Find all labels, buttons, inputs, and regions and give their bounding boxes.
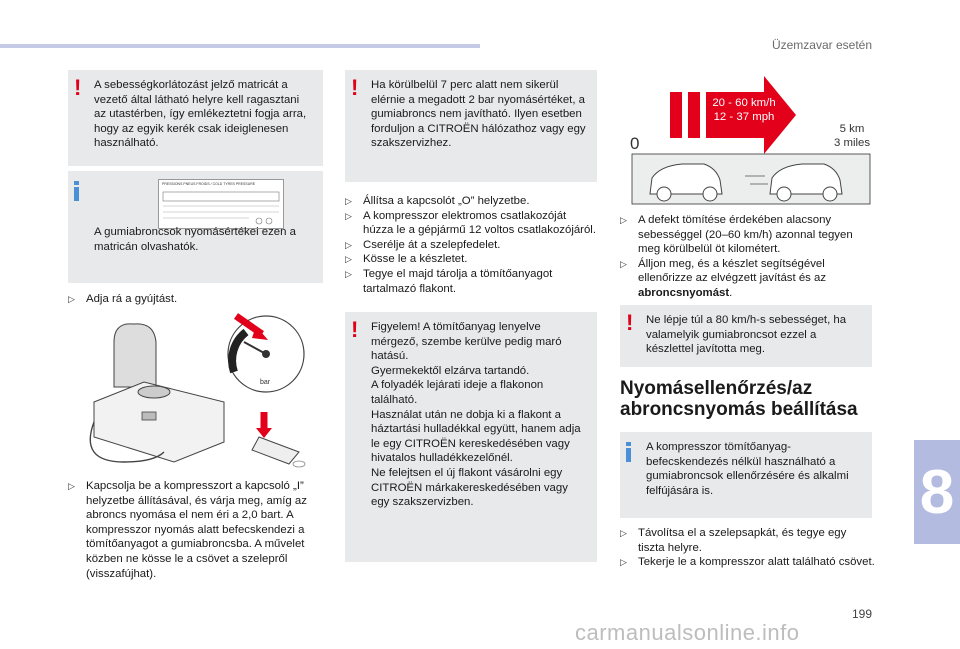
info-box-compressor xyxy=(620,432,872,518)
step-text: Adja rá a gyújtást. xyxy=(86,293,178,305)
step-text: Kösse le a készletet. xyxy=(363,253,468,266)
info-icon xyxy=(74,181,79,201)
step-text: A defekt tömítése érdekében alacsony sebességgel (20–60 km/h) azonnal tegyen meg körülbelül öt kilométert. xyxy=(638,214,853,256)
header-rule xyxy=(0,44,480,48)
steps-drive xyxy=(620,213,876,301)
exclamation-icon: ! xyxy=(74,75,82,100)
triangle-right-icon: ▷ xyxy=(620,557,627,568)
section-title: Üzemzavar esetén xyxy=(771,38,872,52)
compressor-illustration xyxy=(84,312,309,472)
watermark: carmanualsonline.info xyxy=(575,620,800,645)
distance-miles: 3 miles xyxy=(833,137,871,149)
list-item xyxy=(345,267,597,296)
list-item xyxy=(620,555,876,570)
list-item: ▷ Álljon meg, és a készlet segítségével ellenőrizze az elvégzett javítást és az abroncsnyomást. xyxy=(620,257,827,299)
warning-text: A sebességkorlátozást jelző matricát a vezető által látható helyre kell ragasztani az utastérben, így emlékeztetni fogja arra, hogy az egyik kerék csak ideiglenesen használható. xyxy=(94,79,307,150)
exclamation-icon: ! xyxy=(626,310,634,335)
triangle-right-icon: ▷ xyxy=(68,294,75,304)
step-text: Álljon meg, és a készlet segítségével ellenőrizze az elvégzett javítást és az xyxy=(638,257,827,285)
step-text: Távolítsa el a szelepsapkát, és tegye egy tiszta helyre. xyxy=(638,527,847,554)
step-text: Kapcsolja be a kompresszort a kapcsoló „I” helyzetbe állításával, és várja meg, amíg az abroncs nyomása el nem éri a 2,0 bart. A kompresszor nyomás alatt befecskendezi a tömítőanyagot a gumiabroncsba. A művelet közben ne kösse le a csövet a szelepről (visszafújhat). xyxy=(86,480,307,580)
warning-box-pressure xyxy=(345,70,597,182)
info-box-sticker xyxy=(68,171,323,283)
warning-text: Figyelem! A tömítőanyag lenyelve mérgező, szembe kerülve pedig maró hatású. Gyermekektől elzárva tartandó. A folyadék lejárati ideje a flakonon található. Használat után ne dobja ki a flakont a háztartási hulladékkal együtt, hanem adja le egy CITROËN kereskedésében vagy hivatalos hulladékkezelőnél. Ne felejtsen el új flakont vásárolni egy CITROËN márkakereskedésében vagy egy szakszervizben. xyxy=(371,321,581,509)
chapter-tab xyxy=(914,440,960,544)
warning-text: Ha körülbelül 7 perc alatt nem sikerül elérnie a megadott 2 bar nyomásértéket, a gumiabroncs nem javítható. Ilyen esetben forduljon a CITROËN hálózathoz vagy egy szakszervizhez. xyxy=(371,79,586,150)
triangle-right-icon: ▷ xyxy=(345,196,352,206)
step-text: Állítsa a kapcsolót „O” helyzetbe. xyxy=(363,195,530,207)
list-item xyxy=(345,238,597,253)
chapter-number: 8 xyxy=(919,457,955,527)
triangle-right-icon: ▷ xyxy=(345,210,352,221)
warning-box-sticker xyxy=(68,70,323,166)
compressor-drawing xyxy=(84,312,309,472)
triangle-right-icon: ▷ xyxy=(345,254,352,265)
speed-label xyxy=(704,96,784,124)
sticker-drawing xyxy=(159,189,283,229)
list-item xyxy=(345,194,597,209)
triangle-right-icon: ▷ xyxy=(620,528,627,538)
warning-text: Ne lépje túl a 80 km/h-s sebességet, ha valamelyik gumiabroncsot ezzel a készlettel javította meg. xyxy=(646,314,847,356)
step-text: Tekerje le a kompresszor alatt található csövet. xyxy=(638,556,875,569)
page-number: 199 xyxy=(851,607,872,621)
exclamation-icon: ! xyxy=(351,75,359,100)
speed-mph: 12 - 37 mph xyxy=(713,111,775,123)
distance-label xyxy=(828,122,876,150)
distance-km: 5 km xyxy=(839,123,865,135)
warning-box-sealant xyxy=(345,312,597,562)
steps-disconnect xyxy=(345,194,597,296)
triangle-right-icon: ▷ xyxy=(345,268,352,279)
info-text: A gumiabroncsok nyomásértékei ezen a matricán olvashatók. xyxy=(94,226,296,253)
speed-distance-illustration xyxy=(620,76,876,206)
step-ignition xyxy=(68,292,323,307)
list-item xyxy=(345,252,597,267)
step-text: A kompresszor elektromos csatlakozóját húzza le a gépjármű 12 voltos csatlakozójáról. xyxy=(363,209,597,237)
section-heading: Nyomásellenőrzés/az abroncsnyomás beállítása xyxy=(620,378,858,420)
step-bold: abroncsnyomást xyxy=(638,286,730,299)
triangle-right-icon: ▷ xyxy=(345,239,352,250)
step-text: Cserélje át a szelepfedelet. xyxy=(363,238,501,251)
gauge-unit: bar xyxy=(260,379,271,386)
exclamation-icon: ! xyxy=(351,317,359,342)
list-item xyxy=(345,209,597,238)
pressure-sticker-image xyxy=(158,179,284,229)
list-item xyxy=(620,213,876,257)
step-switch-on xyxy=(68,479,326,581)
info-text: A kompresszor tömítőanyag-befecskendezés nélkül használható a gumiabroncsok ellenőrzésére és alkalmi felfújására is. xyxy=(646,441,849,497)
steps-check xyxy=(620,526,876,570)
step-text: Tegye el majd tárolja a tömítőanyagot tartalmazó flakont. xyxy=(363,267,553,295)
triangle-right-icon: ▷ xyxy=(620,215,627,225)
info-icon xyxy=(626,442,631,462)
triangle-right-icon: ▷ xyxy=(68,481,75,491)
triangle-right-icon: ▷ xyxy=(620,258,627,269)
list-item xyxy=(620,526,876,555)
warning-box-speed xyxy=(620,305,872,367)
start-label: 0 xyxy=(630,134,640,153)
speed-kmh: 20 - 60 km/h xyxy=(712,97,776,109)
sticker-header: PRESSIONS PNEUS FROIDS / COLD TYRES PRESSURE xyxy=(162,182,256,186)
